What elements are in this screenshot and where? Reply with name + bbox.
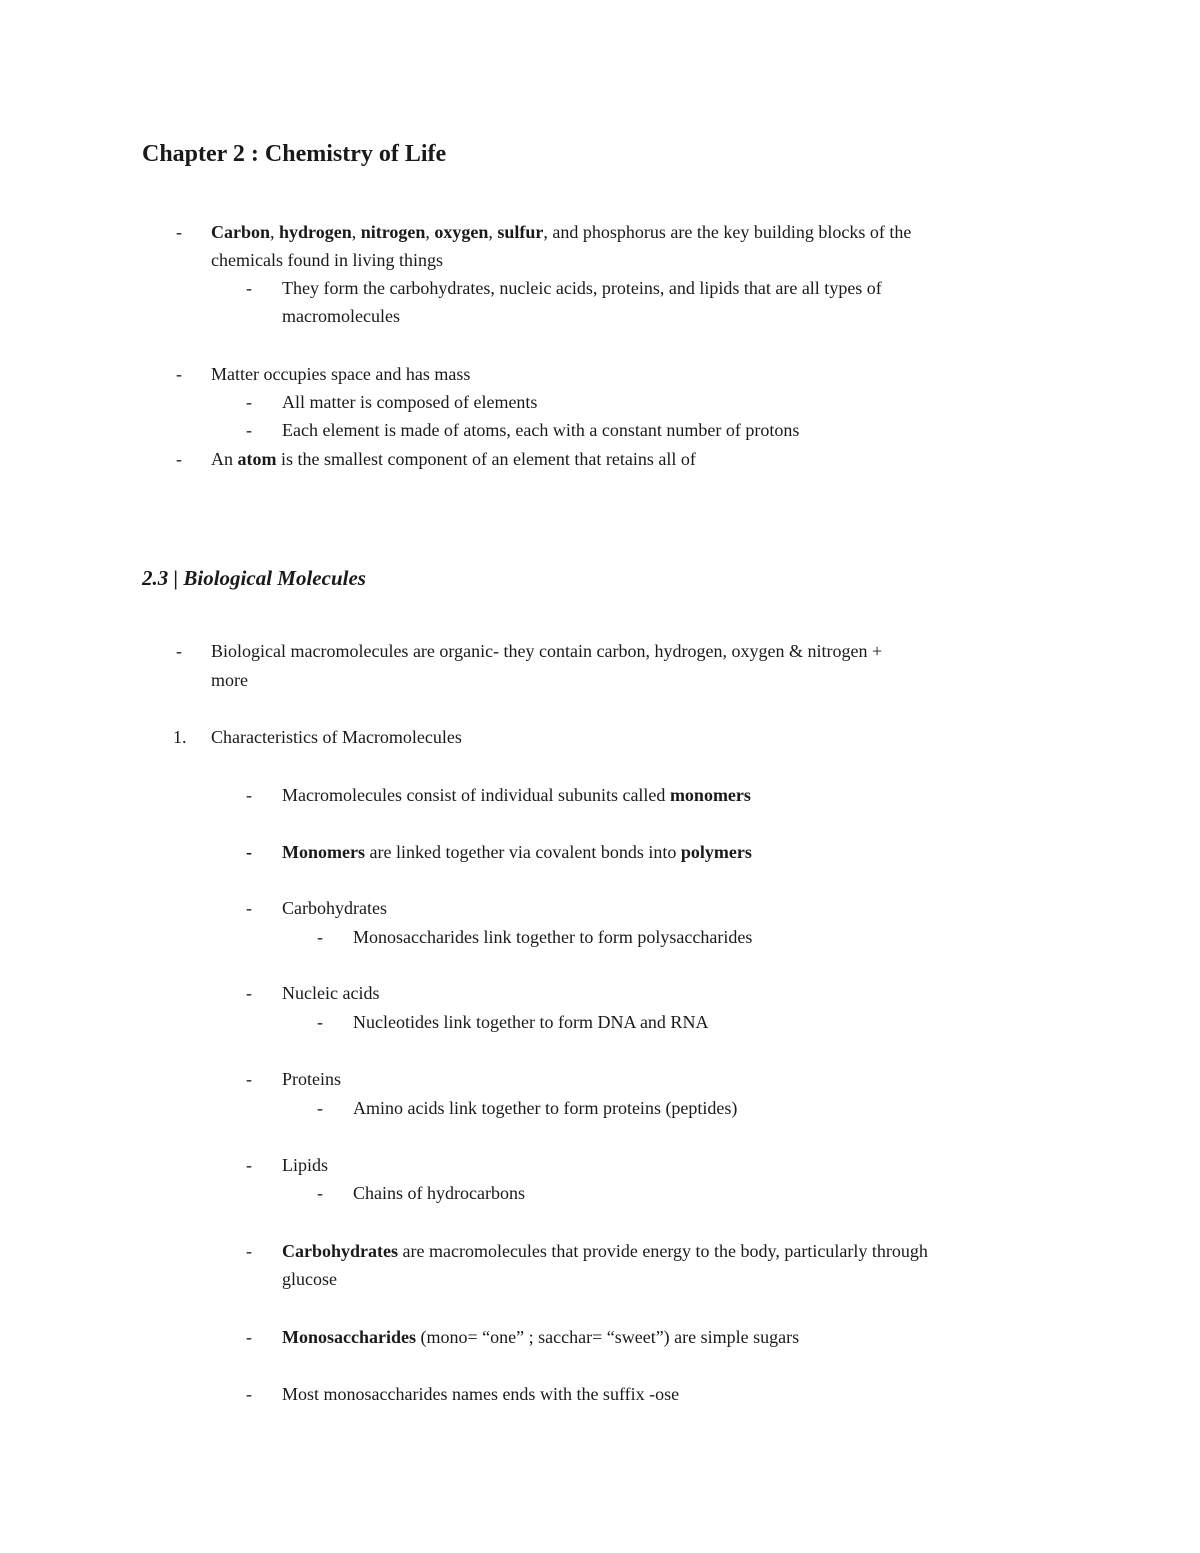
term-polymers: polymers — [680, 842, 752, 862]
bullet-marker: - — [176, 222, 182, 242]
term-hydrogen: hydrogen — [279, 222, 352, 242]
numbered-item-characteristics: Characteristics of Macromolecules — [211, 727, 462, 747]
bullet-matter: Matter occupies space and has mass — [211, 364, 471, 384]
sub-bullet-hydrocarbons: Chains of hydrocarbons — [353, 1183, 525, 1203]
bullet-text: are linked together via covalent bonds into — [364, 842, 681, 862]
bullet-continuation: more — [211, 670, 248, 690]
term-nitrogen: nitrogen — [360, 222, 426, 242]
bullet-polymers — [282, 838, 752, 866]
bullet-text: (mono= “one” ; sacchar= “sweet”) are simple sugars — [416, 1327, 800, 1347]
bullet-monomers — [282, 781, 751, 809]
number-marker: 1. — [173, 727, 187, 747]
bullet-marker: - — [246, 278, 252, 298]
bullet-continuation: chemicals found in living things — [211, 250, 443, 270]
term-atom: atom — [237, 449, 277, 469]
bullet-marker: - — [246, 1241, 252, 1261]
term-carbohydrates: Carbohydrates — [282, 1241, 398, 1261]
term-oxygen: oxygen — [434, 222, 489, 242]
bullet-marker: - — [246, 898, 252, 918]
bullet-marker: - — [317, 1012, 323, 1032]
sub-bullet-atoms: Each element is made of atoms, each with a constant number of protons — [282, 420, 800, 440]
bullet-marker: - — [246, 1327, 252, 1347]
bullet-marker: - — [176, 364, 182, 384]
bullet-marker: - — [246, 842, 252, 862]
bullet-text: Macromolecules consist of individual subunits called — [282, 785, 670, 805]
sub-bullet-elements: All matter is composed of elements — [282, 392, 538, 412]
term-monomers: Monomers — [282, 842, 365, 862]
bullet-marker: - — [317, 1183, 323, 1203]
bullet-continuation: glucose — [282, 1269, 337, 1289]
bullet-marker: - — [176, 641, 182, 661]
bullet-lipids: Lipids — [282, 1155, 329, 1175]
term-monosaccharides: Monosaccharides — [282, 1327, 416, 1347]
bullet-atom-definition — [211, 445, 696, 473]
bullet-carbohydrates-definition — [282, 1237, 928, 1265]
bullet-monosaccharides-definition — [282, 1323, 799, 1351]
term-monomers: monomers — [669, 785, 751, 805]
bullet-marker: - — [176, 449, 182, 469]
term-sulfur: sulfur — [497, 222, 544, 242]
bullet-continuation: macromolecules — [282, 306, 400, 326]
bullet-marker: - — [246, 420, 252, 440]
bullet-ose-suffix: Most monosaccharides names ends with the suffix -ose — [282, 1384, 680, 1404]
bullet-marker: - — [246, 392, 252, 412]
bullet-marker: - — [246, 1069, 252, 1089]
bullet-carbohydrates: Carbohydrates — [282, 898, 387, 918]
bullet-text: , and phosphorus are the key building blocks of the — [543, 222, 912, 242]
bullet-marker: - — [246, 1155, 252, 1175]
sub-bullet-nucleotides: Nucleotides link together to form DNA and RNA — [353, 1012, 709, 1032]
bullet-marker: - — [317, 927, 323, 947]
bullet-marker: - — [246, 983, 252, 1003]
bullet-proteins: Proteins — [282, 1069, 342, 1089]
sub-bullet-macromolecules: They form the carbohydrates, nucleic acids, proteins, and lipids that are all types of — [282, 278, 882, 298]
sub-bullet-amino-acids: Amino acids link together to form proteins (peptides) — [353, 1098, 738, 1118]
sub-bullet-monosaccharides: Monosaccharides link together to form polysaccharides — [353, 927, 753, 947]
bullet-text: is the smallest component of an element that retains all of — [276, 449, 696, 469]
page-title: Chapter 2 : Chemistry of Life — [142, 141, 447, 167]
bullet-marker: - — [246, 785, 252, 805]
bullet-key-elements: Carbon, hydrogen, nitrogen, oxygen, sulfur, and phosphorus are the key building blocks of the — [211, 222, 912, 242]
bullet-nucleic-acids: Nucleic acids — [282, 983, 380, 1003]
bullet-organic: Biological macromolecules are organic- they contain carbon, hydrogen, oxygen & nitrogen + — [211, 641, 883, 661]
bullet-marker: - — [246, 1384, 252, 1404]
bullet-marker: - — [317, 1098, 323, 1118]
bullet-text: An — [211, 449, 238, 469]
term-carbon: Carbon — [211, 222, 271, 242]
bullet-text: are macromolecules that provide energy to the body, particularly through — [398, 1241, 928, 1261]
section-heading: 2.3 | Biological Molecules — [142, 566, 366, 590]
